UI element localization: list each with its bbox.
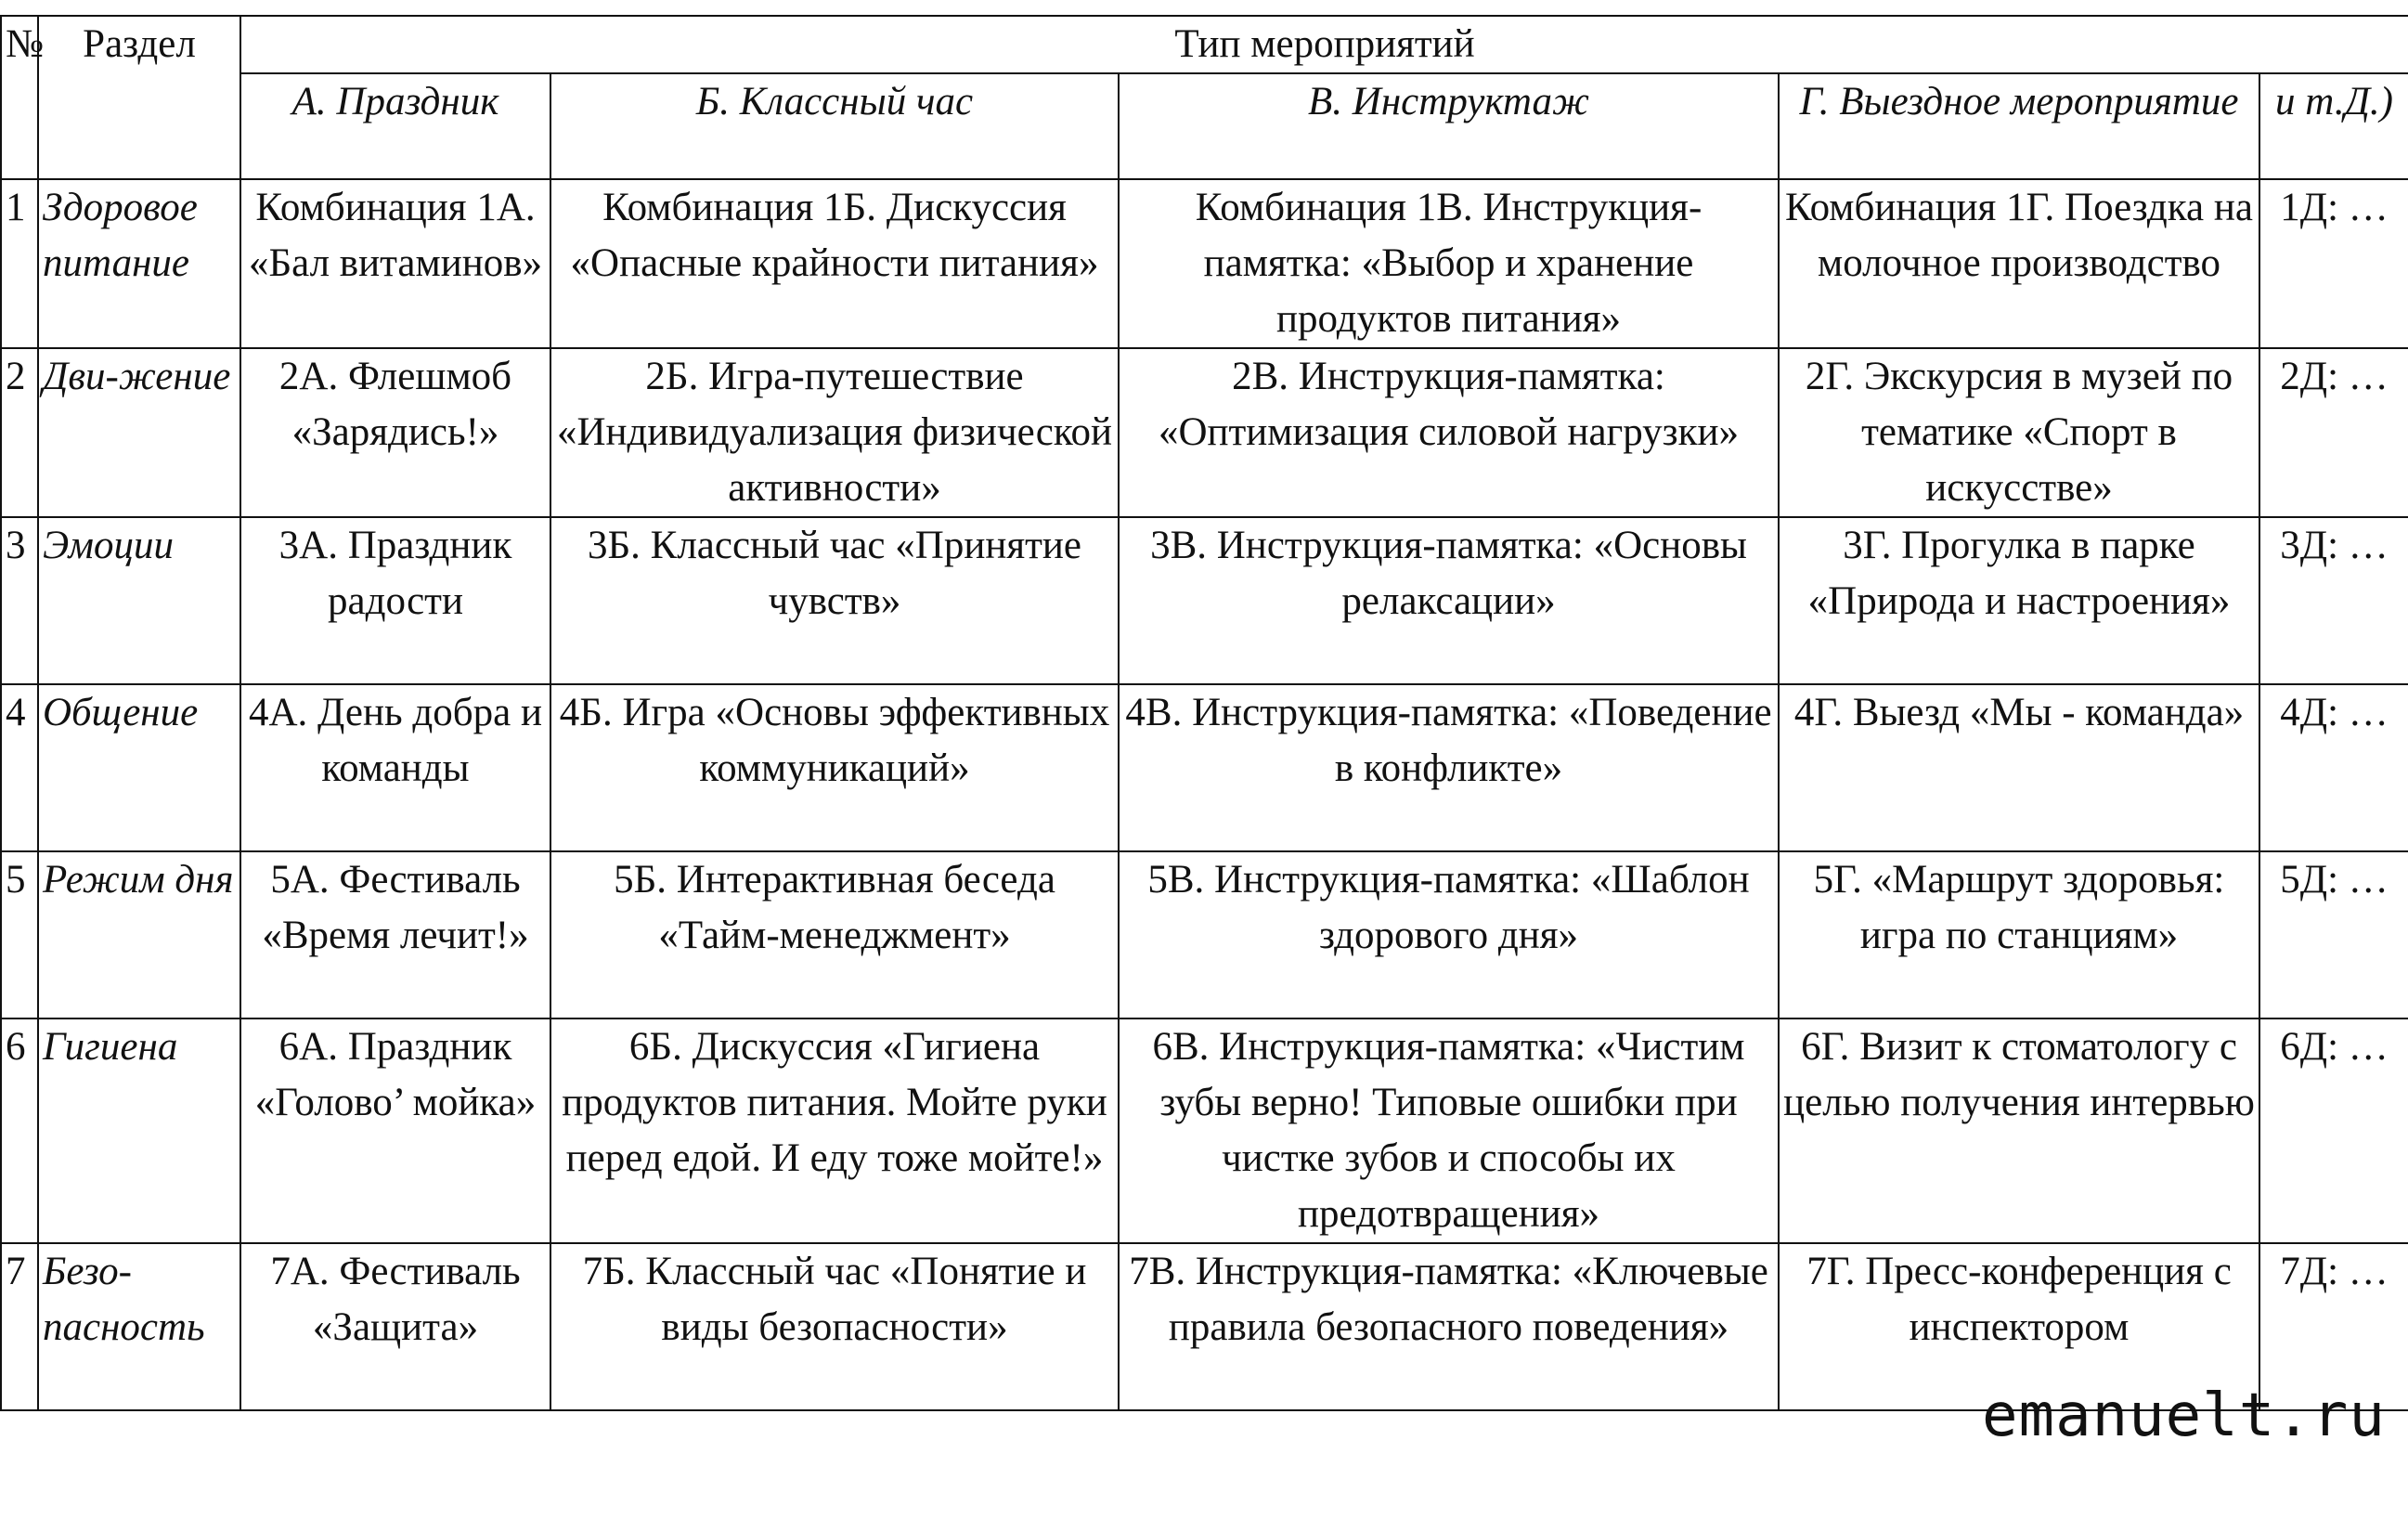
- cell-a: 3А. Праздник радости: [240, 517, 550, 684]
- events-table: [0, 15, 2408, 1411]
- cell-d: 2Д: …: [2259, 348, 2408, 517]
- cell-b: Комбинация 1Б. Дискуссия «Опасные крайности питания»: [550, 179, 1119, 348]
- cell-b: 6Б. Дискуссия «Гигиена продуктов питания. Мойте руки перед едой. И еду тоже мойте!»: [550, 1018, 1119, 1243]
- table-row: [1, 517, 2408, 684]
- cell-d: 4Д: …: [2259, 684, 2408, 851]
- header-col-g: Г. Выездное мероприятие: [1779, 73, 2259, 179]
- row-section: Общение: [38, 684, 240, 851]
- cell-g: 5Г. «Маршрут здоровья: игра по станциям»: [1779, 851, 2259, 1018]
- cell-v: 7В. Инструкция-памятка: «Ключевые правила безопасного поведения»: [1119, 1243, 1779, 1410]
- cell-a: 4А. День добра и команды: [240, 684, 550, 851]
- cell-a: 7А. Фестиваль «Защита»: [240, 1243, 550, 1410]
- row-num: 5: [1, 851, 38, 1018]
- cell-g: 3Г. Прогулка в парке «Природа и настроения»: [1779, 517, 2259, 684]
- header-col-b: Б. Классный час: [550, 73, 1119, 179]
- table-row: [1, 1018, 2408, 1243]
- cell-d: 7Д: …: [2259, 1243, 2408, 1410]
- row-num: 3: [1, 517, 38, 684]
- cell-a: 6А. Праздник «Голово’ мойка»: [240, 1018, 550, 1243]
- cell-d: 3Д: …: [2259, 517, 2408, 684]
- cell-v: Комбинация 1В. Инструкция-памятка: «Выбор и хранение продуктов питания»: [1119, 179, 1779, 348]
- cell-b: 3Б. Классный час «Принятие чувств»: [550, 517, 1119, 684]
- cell-a: 5А. Фестиваль «Время лечит!»: [240, 851, 550, 1018]
- cell-d: 5Д: …: [2259, 851, 2408, 1018]
- cell-v: 5В. Инструкция-памятка: «Шаблон здорового дня»: [1119, 851, 1779, 1018]
- row-section: Режим дня: [38, 851, 240, 1018]
- row-num: 2: [1, 348, 38, 517]
- table-row: [1, 348, 2408, 517]
- cell-v: 6В. Инструкция-памятка: «Чистим зубы верно! Типовые ошибки при чистке зубов и способы их предотвращения»: [1119, 1018, 1779, 1243]
- header-col-v: В. Инструктаж: [1119, 73, 1779, 179]
- row-num: 6: [1, 1018, 38, 1243]
- cell-g: 7Г. Пресс-конференция с инспектором: [1779, 1243, 2259, 1410]
- row-section: Эмоции: [38, 517, 240, 684]
- cell-d: 1Д: …: [2259, 179, 2408, 348]
- table-row: [1, 851, 2408, 1018]
- header-col-d: и т.Д.): [2259, 73, 2408, 179]
- row-section: Безо-пасность: [38, 1243, 240, 1410]
- cell-a: Комбинация 1А. «Бал витаминов»: [240, 179, 550, 348]
- cell-b: 4Б. Игра «Основы эффективных коммуникаций»: [550, 684, 1119, 851]
- cell-b: 7Б. Классный час «Понятие и виды безопасности»: [550, 1243, 1119, 1410]
- cell-v: 4В. Инструкция-памятка: «Поведение в конфликте»: [1119, 684, 1779, 851]
- cell-g: 6Г. Визит к стоматологу с целью получения интервью: [1779, 1018, 2259, 1243]
- cell-g: 4Г. Выезд «Мы - команда»: [1779, 684, 2259, 851]
- cell-v: 2В. Инструкция-памятка: «Оптимизация силовой нагрузки»: [1119, 348, 1779, 517]
- header-section: Раздел: [38, 16, 240, 179]
- row-section: Здоровое питание: [38, 179, 240, 348]
- row-num: 1: [1, 179, 38, 348]
- watermark: emanuelt.ru: [1982, 1382, 2386, 1450]
- cell-a: 2А. Флешмоб «Зарядись!»: [240, 348, 550, 517]
- cell-g: Комбинация 1Г. Поездка на молочное производство: [1779, 179, 2259, 348]
- header-event-type: Тип мероприятий: [240, 16, 2408, 73]
- row-num: 4: [1, 684, 38, 851]
- header-col-a: А. Праздник: [240, 73, 550, 179]
- cell-v: 3В. Инструкция-памятка: «Основы релаксации»: [1119, 517, 1779, 684]
- cell-d: 6Д: …: [2259, 1018, 2408, 1243]
- header-num: №: [1, 16, 38, 179]
- table-row: [1, 179, 2408, 348]
- row-section: Гигиена: [38, 1018, 240, 1243]
- row-num: 7: [1, 1243, 38, 1410]
- cell-b: 2Б. Игра-путешествие «Индивидуализация физической активности»: [550, 348, 1119, 517]
- cell-b: 5Б. Интерактивная беседа «Тайм-менеджмент»: [550, 851, 1119, 1018]
- cell-g: 2Г. Экскурсия в музей по тематике «Спорт в искусстве»: [1779, 348, 2259, 517]
- row-section: Дви-жение: [38, 348, 240, 517]
- table-row: [1, 684, 2408, 851]
